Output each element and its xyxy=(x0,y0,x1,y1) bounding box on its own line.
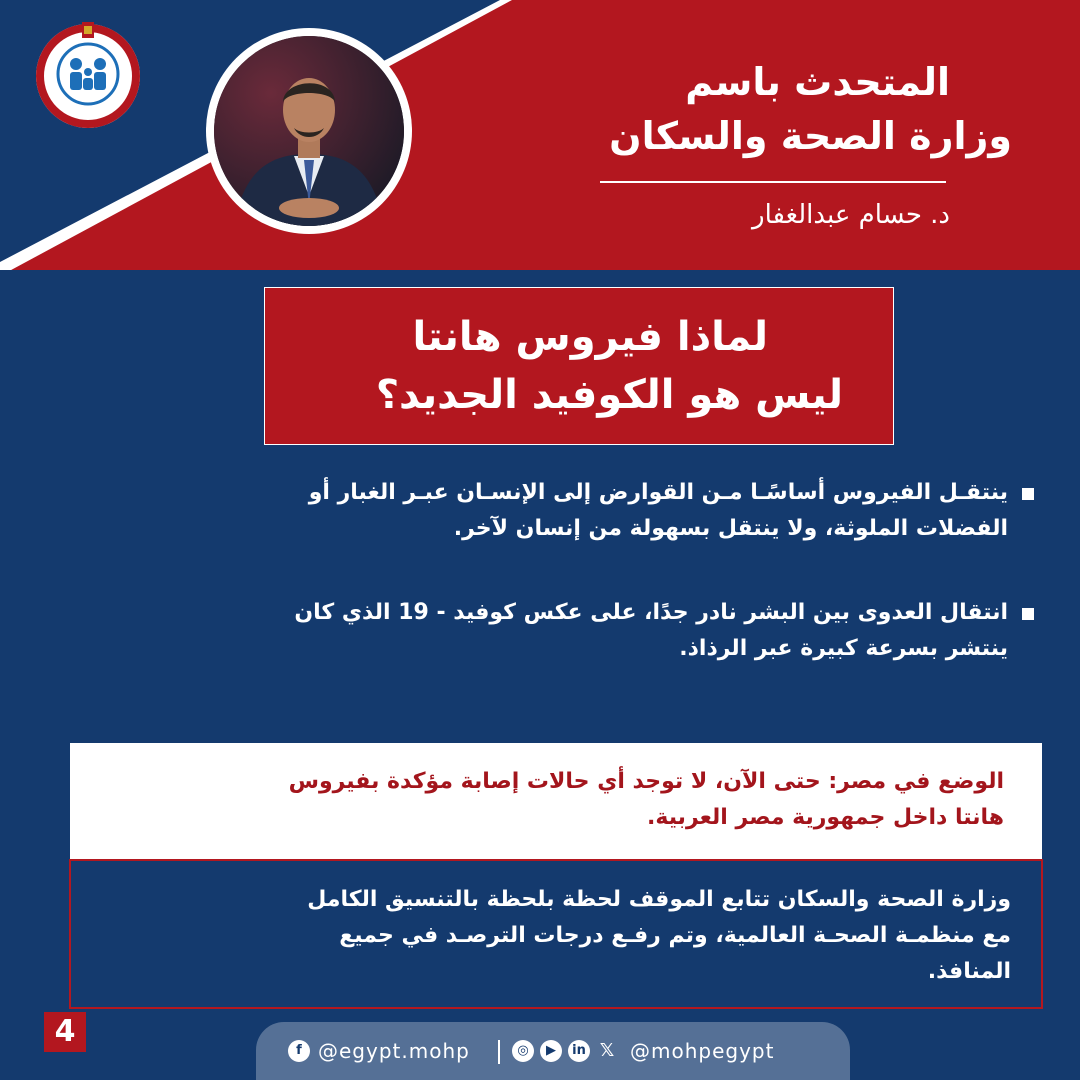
bullet-2-line-1: انتقال العدوى بين البشر نادر جدًا، على عكس كوفيد - 19 الذي كان xyxy=(294,600,1008,625)
coordination-box xyxy=(69,859,1043,1009)
facebook-icon[interactable]: f xyxy=(288,1040,310,1062)
bullet-2-line-2: ينتشر بسرعة كبيرة عبر الرذاذ. xyxy=(679,636,1008,661)
ministry-logo-icon xyxy=(32,18,144,130)
youtube-icon[interactable]: ▶ xyxy=(540,1040,562,1062)
header-divider xyxy=(600,181,946,183)
x-icon[interactable]: 𝕏 xyxy=(599,1040,615,1061)
footer-handle-2[interactable]: @mohpegypt xyxy=(630,1039,775,1063)
linkedin-icon[interactable]: in xyxy=(568,1040,590,1062)
footer-separator xyxy=(498,1040,500,1064)
status-line-2: هانتا داخل جمهورية مصر العربية. xyxy=(647,805,1004,830)
social-footer xyxy=(256,1022,850,1080)
bullet-1-line-1: ينتقـل الفيروس أساسًـا مـن القوارض إلى الإنسـان عبـر الغبار أو xyxy=(308,480,1008,505)
speaker-role-line-1: المتحدث باسم xyxy=(685,60,950,104)
status-line-1: الوضع في مصر: حتى الآن، لا توجد أي حالات إصابة مؤكدة بفيروس xyxy=(288,769,1004,794)
coordination-line-3: المنافذ. xyxy=(927,959,1011,984)
coordination-line-1: وزارة الصحة والسكان تتابع الموقف لحظة بلحظة بالتنسيق الكامل xyxy=(307,887,1011,912)
bullet-square-icon xyxy=(1022,608,1034,620)
bullet-square-icon xyxy=(1022,488,1034,500)
footer-handle-1[interactable]: @egypt.mohp xyxy=(318,1039,470,1063)
title-line-1: لماذا فيروس هانتا xyxy=(412,314,768,360)
title-line-2: ليس هو الكوفيد الجديد؟ xyxy=(375,372,843,418)
speaker-portrait-icon xyxy=(214,36,404,226)
status-box xyxy=(70,743,1042,859)
speaker-photo xyxy=(214,36,404,226)
coordination-line-2: مع منظمـة الصحـة العالمية، وتم رفـع درجات الترصـد في جميع xyxy=(339,923,1011,948)
speaker-name: د. حسام عبدالغفار xyxy=(752,200,950,230)
page-number: 4 xyxy=(44,1012,86,1052)
bullet-1-line-2: الفضلات الملوثة، ولا ينتقل بسهولة من إنسان لآخر. xyxy=(453,516,1008,541)
speaker-role-line-2: وزارة الصحة والسكان xyxy=(609,114,1012,158)
instagram-icon[interactable]: ◎ xyxy=(512,1040,534,1062)
title-box xyxy=(264,287,894,445)
